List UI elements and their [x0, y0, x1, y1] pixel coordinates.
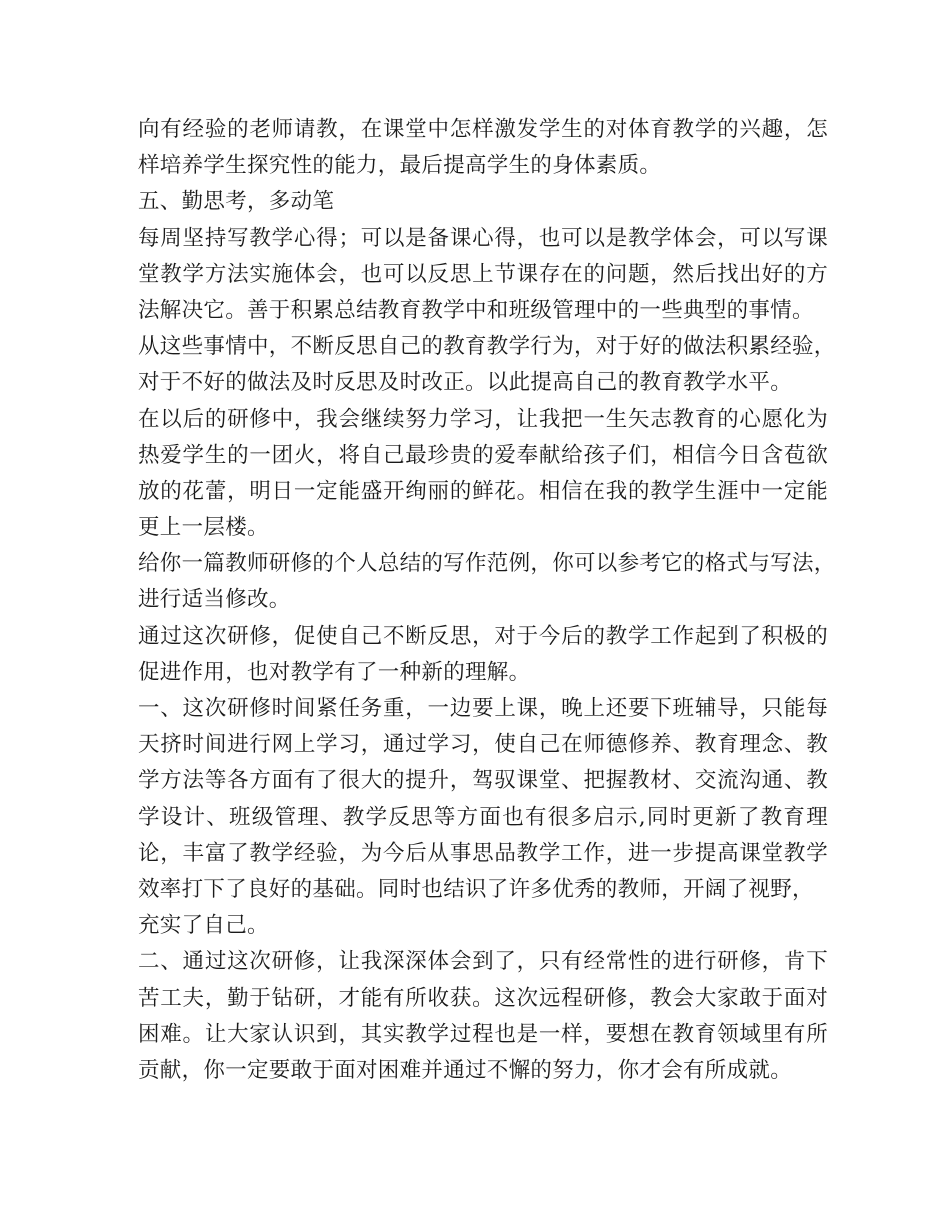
text-line: 困难。让大家认识到，其实教学过程也是一样，要想在教育领域里有所	[138, 1021, 828, 1047]
text-line: 热爱学生的一团火，将自己最珍贵的爱奉献给孩子们，相信今日含苞欲	[138, 442, 828, 468]
text-line: 贡献，你一定要敢于面对困难并通过不懈的努力，你才会有所成就。	[138, 1057, 793, 1083]
text-line: 放的花蕾，明日一定能盛开绚丽的鲜花。相信在我的教学生涯中一定能	[138, 478, 828, 504]
body-text	[138, 112, 836, 1089]
text-line: 法解决它。善于积累总结教育教学中和班级管理中的一些典型的事情。	[138, 297, 814, 323]
text-line: 苦工夫，勤于钻研，才能有所收获。这次远程研修，教会大家敢于面对	[138, 985, 828, 1011]
text-line: 二、通过这次研修，让我深深体会到了，只有经常性的进行研修，肯下	[138, 949, 828, 975]
text-line: 学设计、班级管理、教学反思等方面也有很多启示,同时更新了教育理	[138, 804, 828, 830]
text-line: 充实了自己。	[138, 913, 269, 939]
text-line: 促进作用，也对教学有了一种新的理解。	[138, 659, 531, 685]
text-line: 在以后的研修中，我会继续努力学习，让我把一生矢志教育的心愿化为	[138, 406, 828, 432]
text-line: 学方法等各方面有了很大的提升，驾驭课堂、把握教材、交流沟通、教	[138, 768, 828, 794]
text-line: 堂教学方法实施体会，也可以反思上节课存在的问题，然后找出好的方	[138, 261, 828, 287]
text-line: 进行适当修改。	[138, 587, 291, 613]
text-line: 效率打下了良好的基础。同时也结识了许多优秀的教师，开阔了视野，	[138, 876, 814, 902]
text-line: 对于不好的做法及时反思及时改正。以此提高自己的教育教学水平。	[138, 370, 793, 396]
text-line: 从这些事情中，不断反思自己的教育教学行为，对于好的做法积累经验，	[138, 334, 836, 360]
text-line: 五、勤思考，多动笔	[138, 189, 335, 215]
text-line: 每周坚持写教学心得；可以是备课心得，也可以是教学体会，可以写课	[138, 225, 828, 251]
text-line: 样培养学生探究性的能力，最后提高学生的身体素质。	[138, 153, 662, 179]
text-line: 给你一篇教师研修的个人总结的写作范例，你可以参考它的格式与写法，	[138, 551, 836, 577]
text-line: 天挤时间进行网上学习，通过学习，使自己在师德修养、教育理念、教	[138, 732, 828, 758]
text-line: 论，丰富了教学经验，为今后从事思品教学工作，进一步提高课堂教学	[138, 840, 828, 866]
text-line: 更上一层楼。	[138, 515, 269, 541]
text-line: 向有经验的老师请教，在课堂中怎样激发学生的对体育教学的兴趣，怎	[138, 117, 828, 142]
text-line: 一、这次研修时间紧任务重，一边要上课，晚上还要下班辅导，只能每	[138, 696, 828, 721]
text-line: 通过这次研修，促使自己不断反思，对于今后的教学工作起到了积极的	[138, 623, 828, 649]
